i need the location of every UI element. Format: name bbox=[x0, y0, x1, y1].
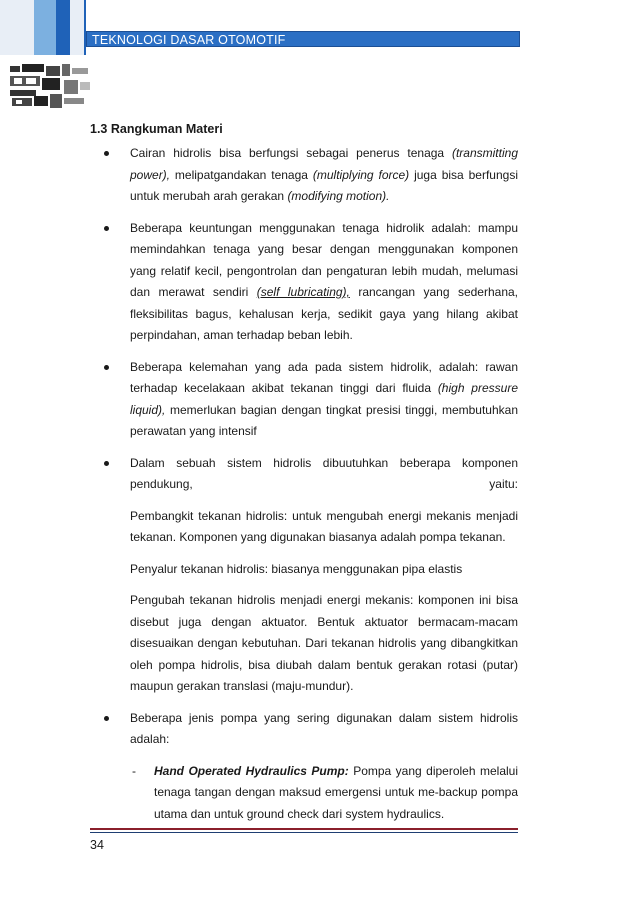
bullet-item bbox=[90, 708, 518, 751]
bullet-item bbox=[90, 218, 518, 347]
text-segment: melipatgandakan tenaga bbox=[170, 167, 313, 182]
pump-type-description: Pompa yang diperoleh melalui tenaga tangan dengan maksud emergensi untuk me-backup pompa utama dan untuk ground check dari system hydraulics. bbox=[154, 763, 519, 821]
footer-divider bbox=[90, 828, 518, 830]
text-segment: (modifying motion). bbox=[287, 189, 390, 203]
bullet-text bbox=[130, 146, 518, 203]
page-number: 34 bbox=[90, 838, 104, 852]
text-segment: Dalam sebuah sistem hidrolis dibuutuhkan beberapa komponen pendukung, yaitu: bbox=[130, 455, 518, 491]
bullet-icon bbox=[104, 461, 109, 466]
header-decoration-block bbox=[70, 0, 84, 55]
header-title-bar bbox=[86, 31, 520, 47]
dash-marker: - bbox=[132, 763, 136, 778]
engine-diagram-thumbnail bbox=[8, 62, 92, 112]
summary-content bbox=[90, 143, 518, 825]
text-segment: (self lubricating), bbox=[256, 285, 350, 299]
text-segment: (multiplying force) bbox=[312, 167, 410, 182]
header-title: TEKNOLOGI DASAR OTOMOTIF bbox=[92, 33, 286, 47]
bullet-item bbox=[90, 453, 518, 496]
bullet-icon bbox=[104, 226, 109, 231]
sub-paragraph: Penyalur tekanan hidrolis: biasanya menggunakan pipa elastis bbox=[130, 561, 463, 576]
bullet-item bbox=[90, 143, 518, 208]
bullet-icon bbox=[104, 716, 109, 721]
bullet-icon bbox=[104, 151, 109, 156]
section-title: 1.3 Rangkuman Materi bbox=[90, 122, 223, 136]
text-segment: (high pressure liquid), bbox=[130, 381, 518, 417]
pump-type-item bbox=[90, 761, 518, 826]
bullet-item bbox=[90, 357, 518, 443]
header-decoration-block bbox=[0, 0, 34, 55]
text-segment: (transmitting power), bbox=[130, 146, 518, 182]
bullet-text bbox=[130, 456, 518, 492]
bullet-text bbox=[130, 360, 518, 439]
footer-divider bbox=[90, 832, 518, 833]
text-segment: memerlukan bagian dengan tingkat presisi tinggi, membutuhkan perawatan yang intensif bbox=[130, 402, 518, 438]
sub-paragraph: Pembangkit tekanan hidrolis: untuk mengubah energi mekanis menjadi tekanan. Komponen yang digunakan biasanya adalah pompa tekanan. bbox=[130, 508, 518, 544]
sub-paragraph: Pengubah tekanan hidrolis menjadi energi mekanis: komponen ini bisa disebut juga dengan aktuator. Bentuk aktuator bermacam-macam disesuaikan dengan kebutuhan. Dari tekanan hidrolis yang dibangkitkan oleh pompa hidrolis, bisa diubah dalam bentuk gerakan rotasi (putar) maupun gerakan translasi (maju-mundur). bbox=[130, 593, 518, 693]
text-segment: Cairan hidrolis bisa berfungsi sebagai penerus tenaga bbox=[130, 146, 452, 160]
bullet-text: Beberapa jenis pompa yang sering digunakan dalam sistem hidrolis adalah: bbox=[130, 710, 518, 746]
header-decoration-block bbox=[56, 0, 70, 55]
text-segment: Beberapa kelemahan yang ada pada sistem hidrolik, adalah: rawan terhadap kecelakaan akibat tekanan tinggi dari fluida bbox=[130, 359, 518, 395]
bullet-text bbox=[130, 221, 518, 343]
header-decoration-block bbox=[34, 0, 56, 55]
text-segment: Beberapa keuntungan menggunakan tenaga hidrolik adalah: mampu memindahkan tenaga yang besar dengan menggunakan komponen yang relatif kecil, pengontrolan dan pengaturan lebih mudah, melumasi dan merawat sendiri bbox=[130, 220, 518, 299]
text-segment: rancangan yang sederhana, fleksibilitas bagus, kehalusan kerja, sedikit gaya yang hilang akibat perpindahan, aman terhadap beban lebih. bbox=[130, 285, 519, 342]
text-segment: juga bisa berfungsi untuk merubah arah gerakan bbox=[130, 167, 518, 203]
pump-type-name: Hand Operated Hydraulics Pump: bbox=[154, 763, 349, 778]
bullet-icon bbox=[104, 365, 109, 370]
